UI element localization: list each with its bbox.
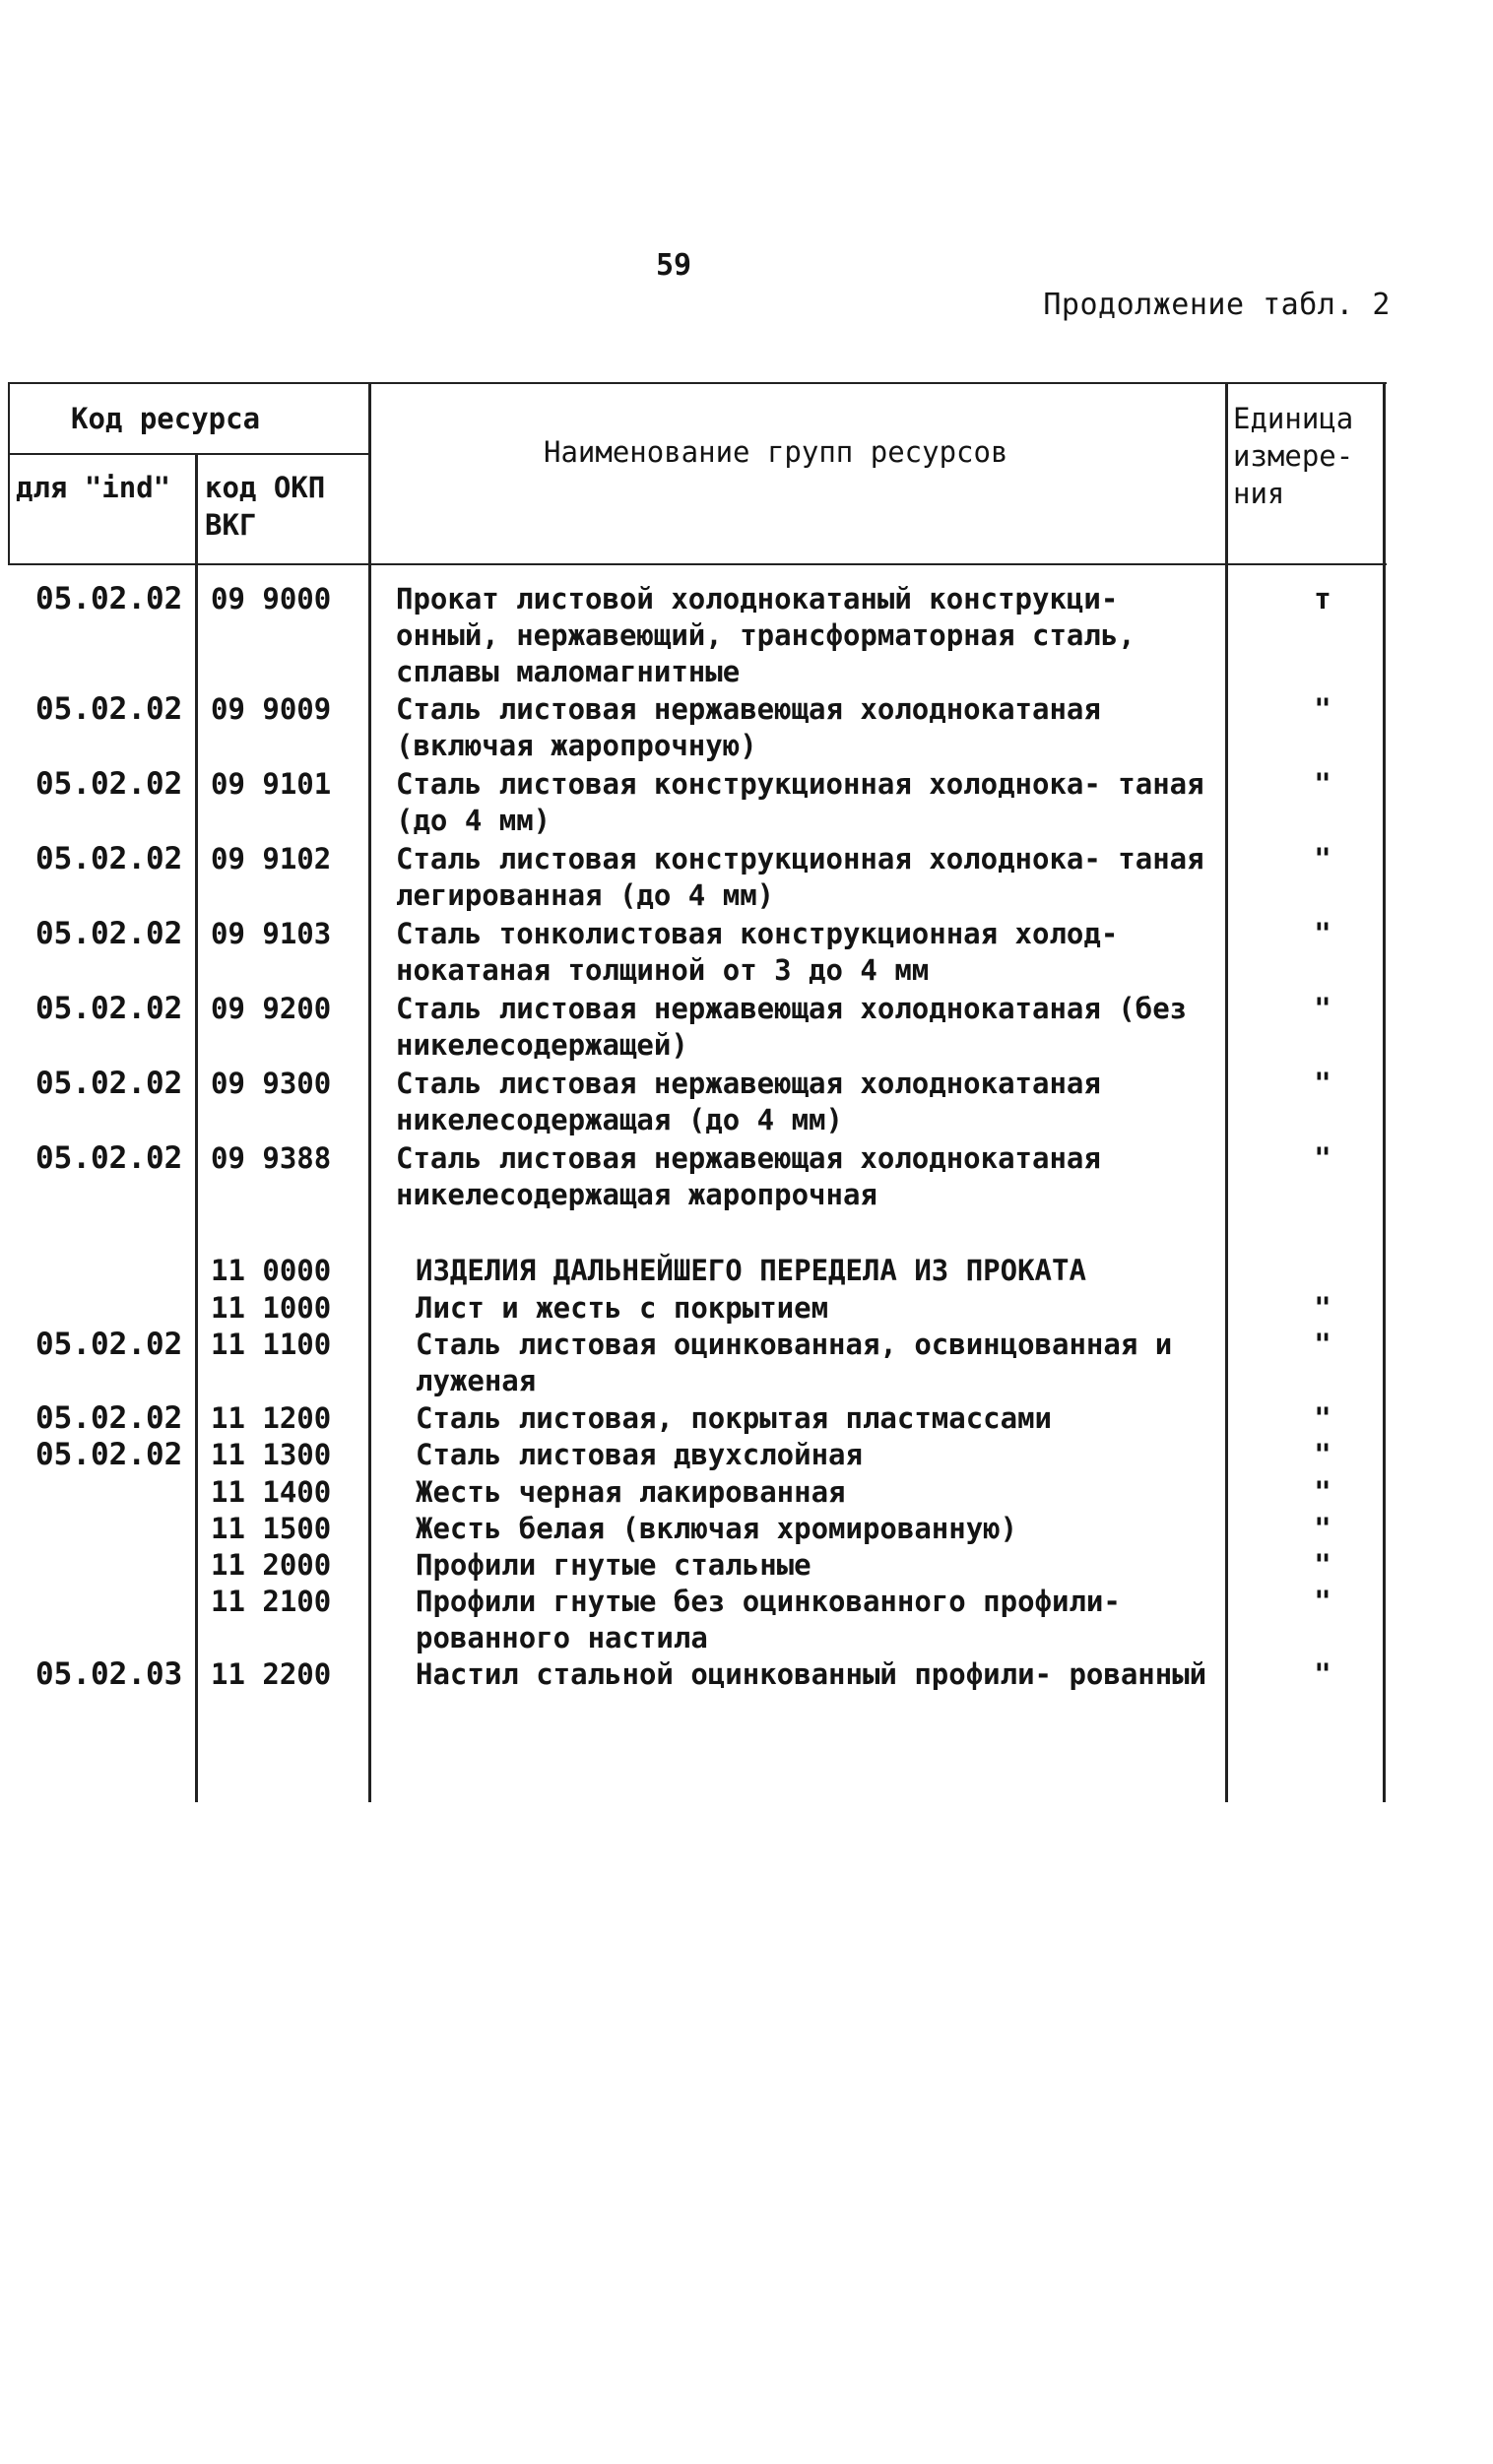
cell-ind: 05.02.02	[35, 1437, 183, 1472]
cell-okp: 11 1100	[211, 1328, 332, 1361]
cell-ind: 05.02.02	[35, 841, 183, 876]
cell-name: Сталь листовая нержавеющая холоднокатаная (без никелесодержащей)	[396, 992, 1188, 1062]
cell-name: Сталь листовая нержавеющая холоднокатаная никелесодержащая жаропрочная	[396, 1141, 1101, 1211]
cell-unit: "	[1314, 1657, 1331, 1691]
cell-okp: 11 1200	[211, 1401, 332, 1435]
cell-unit: "	[1314, 992, 1331, 1025]
cell-unit: "	[1314, 1585, 1331, 1618]
cell-name: Сталь листовая нержавеющая холоднокатаная никелесодержащая (до 4 мм)	[396, 1067, 1101, 1136]
cell-unit: "	[1314, 1438, 1331, 1471]
cell-okp: 09 9101	[211, 767, 332, 801]
cell-ind: 05.02.02	[35, 916, 183, 951]
cell-unit: "	[1314, 842, 1331, 875]
page-number: 59	[656, 248, 692, 283]
header-resource-code: Код ресурса	[71, 402, 261, 435]
cell-unit: "	[1314, 1512, 1331, 1545]
cell-unit: "	[1314, 1475, 1331, 1509]
cell-name: Сталь тонколистовая конструкционная холод- нокатаная толщиной от 3 до 4 мм	[396, 917, 1119, 987]
header-col-ind: для "ind"	[16, 471, 171, 504]
cell-unit: "	[1314, 1328, 1331, 1361]
continuation-label: Продолжение табл. 2	[1043, 288, 1391, 322]
header-col-unit: Единица измере- ния	[1233, 402, 1354, 510]
cell-name: Сталь листовая нержавеющая холоднокатаная (включая жаропрочную)	[396, 692, 1101, 762]
cell-ind: 05.02.02	[35, 991, 183, 1026]
cell-unit: "	[1314, 1067, 1331, 1100]
cell-name: Прокат листовой холоднокатаный конструкци- онный, нержавеющий, трансформаторная сталь, сплавы маломагнитные	[396, 582, 1136, 688]
cell-okp: 11 1400	[211, 1475, 332, 1509]
cell-ind: 05.02.02	[35, 1066, 183, 1101]
cell-name: Сталь листовая оцинкованная, освинцованная и луженая	[416, 1328, 1173, 1397]
cell-okp: 11 2200	[211, 1657, 332, 1691]
table-top-rule	[8, 382, 1387, 384]
right-border	[1383, 382, 1386, 1802]
cell-ind: 05.02.02	[35, 766, 183, 802]
cell-okp: 11 2000	[211, 1548, 332, 1582]
cell-name: Настил стальной оцинкованный профили- рованный	[416, 1657, 1207, 1691]
cell-name: ИЗДЕЛИЯ ДАЛЬНЕЙШЕГО ПЕРЕДЕЛА ИЗ ПРОКАТА	[416, 1254, 1086, 1287]
cell-unit: "	[1314, 1141, 1331, 1175]
cell-name: Жесть белая (включая хромированную)	[416, 1512, 1018, 1545]
cell-okp: 11 1000	[211, 1291, 332, 1325]
cell-unit: "	[1314, 917, 1331, 950]
cell-unit: "	[1314, 692, 1331, 726]
header-inner-rule	[8, 453, 368, 455]
left-header-border	[8, 382, 10, 565]
cell-okp: 09 9009	[211, 692, 332, 726]
cell-okp: 09 9300	[211, 1067, 332, 1100]
cell-ind: 05.02.03	[35, 1656, 183, 1692]
cell-name: Сталь листовая конструкционная холоднока- таная легированная (до 4 мм)	[396, 842, 1204, 912]
cell-unit: "	[1314, 1548, 1331, 1582]
cell-unit: "	[1314, 767, 1331, 801]
cell-name: Лист и жесть с покрытием	[416, 1291, 829, 1325]
cell-ind: 05.02.02	[35, 1327, 183, 1362]
cell-okp: 09 9103	[211, 917, 332, 950]
cell-unit: "	[1314, 1291, 1331, 1325]
cell-okp: 11 1300	[211, 1438, 332, 1471]
cell-name: Профили гнутые стальные	[416, 1548, 811, 1582]
cell-name: Жесть черная лакированная	[416, 1475, 846, 1509]
cell-okp: 11 1500	[211, 1512, 332, 1545]
header-col-name: Наименование групп ресурсов	[544, 435, 1008, 469]
cell-ind: 05.02.02	[35, 1140, 183, 1176]
cell-ind: 05.02.02	[35, 691, 183, 727]
cell-name: Профили гнутые без оцинкованного профили- рованного настила	[416, 1585, 1121, 1654]
cell-okp: 09 9102	[211, 842, 332, 875]
cell-okp: 09 9388	[211, 1141, 332, 1175]
cell-name: Сталь листовая, покрытая пластмассами	[416, 1401, 1053, 1435]
cell-name: Сталь листовая конструкционная холоднока- таная (до 4 мм)	[396, 767, 1204, 837]
cell-okp: 09 9000	[211, 582, 332, 616]
header-col-okp: код ОКП ВКГ	[205, 471, 326, 542]
header-bottom-rule	[8, 563, 1387, 565]
cell-okp: 11 2100	[211, 1585, 332, 1618]
cell-okp: 09 9200	[211, 992, 332, 1025]
col-divider-ind-okp	[195, 453, 198, 1802]
cell-ind: 05.02.02	[35, 1400, 183, 1436]
cell-unit: т	[1314, 582, 1331, 616]
cell-ind: 05.02.02	[35, 581, 183, 616]
cell-unit: "	[1314, 1401, 1331, 1435]
cell-okp: 11 0000	[211, 1254, 332, 1287]
cell-name: Сталь листовая двухслойная	[416, 1438, 863, 1471]
